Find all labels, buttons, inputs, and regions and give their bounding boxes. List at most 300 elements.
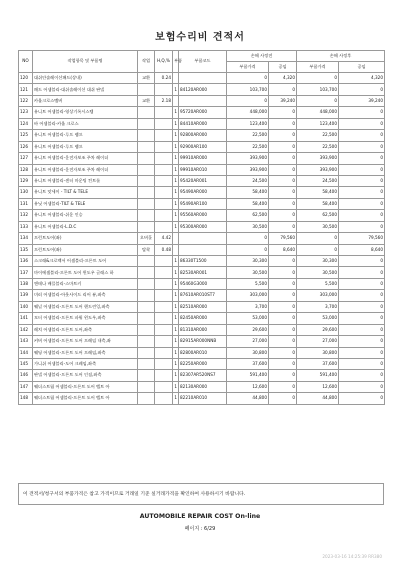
table-row	[19, 324, 385, 335]
cell-no: 145	[19, 358, 33, 369]
cell-part-price-after: 0	[297, 244, 339, 255]
cell-part-price-before: 24,500	[227, 175, 269, 186]
cell-part-code	[179, 95, 227, 106]
cell-work-type	[138, 267, 155, 278]
cell-labor-before: 8,640	[269, 244, 297, 255]
cell-qty: 1	[173, 290, 179, 301]
cell-part-price-after: 22,500	[297, 130, 339, 141]
cell-work-type	[138, 164, 155, 175]
cell-part-price-before: 3,700	[227, 301, 269, 312]
cell-no: 139	[19, 290, 33, 301]
cell-part-price-before: 27,000	[227, 336, 269, 347]
cell-part-price-after: 123,400	[297, 118, 339, 129]
table-row	[19, 84, 385, 95]
cell-work-type	[138, 130, 155, 141]
cell-qty: 1	[173, 358, 179, 369]
table-row	[19, 175, 385, 186]
cell-part-price-after: 12,600	[297, 381, 339, 392]
cell-qty: 1	[173, 221, 179, 232]
cell-work-type	[138, 210, 155, 221]
cell-labor-after: 0	[339, 118, 385, 129]
cell-qty: 1	[173, 278, 179, 289]
cell-part-price-after: 58,400	[297, 187, 339, 198]
cell-work-type: 교환	[138, 73, 155, 84]
cell-part-price-after: 3,700	[297, 301, 339, 312]
cell-labor-after: 0	[339, 164, 385, 175]
cell-part-code: 84410AR000	[179, 118, 227, 129]
cell-item-name: 유니트 어셈블리-루프 램프	[33, 130, 138, 141]
cell-hours	[155, 381, 173, 392]
cell-labor-before: 0	[269, 210, 297, 221]
cell-item-name: 유니트 앗세이 - TILT & TELE	[33, 187, 138, 198]
cell-part-code: 87610AR010ST7	[179, 290, 227, 301]
cell-labor-after: 0	[339, 175, 385, 186]
cell-item-name: 카울크로스멤버	[33, 95, 138, 106]
table-row	[19, 130, 385, 141]
cell-qty: 1	[173, 141, 179, 152]
cell-part-price-after: 103,700	[297, 84, 339, 95]
table-row	[19, 347, 385, 358]
cell-labor-after: 0	[339, 313, 385, 324]
cell-labor-after: 0	[339, 347, 385, 358]
cell-part-price-after: 591,400	[297, 370, 339, 381]
cell-part-price-before: 37,600	[227, 358, 269, 369]
cell-part-price-before: 103,700	[227, 84, 269, 95]
cell-labor-before: 0	[269, 198, 297, 209]
cell-part-code: 95560AR000	[179, 210, 227, 221]
cell-labor-after: 79,560	[339, 233, 385, 244]
cell-qty: 1	[173, 175, 179, 186]
table-row	[19, 381, 385, 392]
table-row	[19, 141, 385, 152]
cell-qty: 1	[173, 118, 179, 129]
cell-work-type	[138, 198, 155, 209]
cell-part-price-before: 53,000	[227, 313, 269, 324]
cell-labor-before: 0	[269, 393, 297, 404]
cell-part-price-before: 44,800	[227, 393, 269, 404]
cell-work-type	[138, 301, 155, 312]
table-row	[19, 153, 385, 164]
cell-labor-before: 4,320	[269, 73, 297, 84]
cell-labor-before: 0	[269, 221, 297, 232]
cell-labor-after: 0	[339, 290, 385, 301]
cell-part-code	[179, 244, 227, 255]
cell-hours	[155, 107, 173, 118]
cell-no: 130	[19, 187, 33, 198]
header-after-adjust: 손해 사정후	[297, 51, 385, 62]
cell-part-price-after: 62,500	[297, 210, 339, 221]
cell-part-code: 82800AR010	[179, 347, 227, 358]
cell-part-code: 95300AR000	[179, 221, 227, 232]
cell-hours: 2.18	[155, 95, 173, 106]
cell-labor-before: 0	[269, 256, 297, 267]
cell-part-code: 82250AR000	[179, 358, 227, 369]
cell-item-name: 유니트 어셈블리-운전자보조 주차 레이더	[33, 153, 138, 164]
cell-work-type	[138, 347, 155, 358]
header-no: NO	[19, 51, 33, 73]
table-row	[19, 107, 385, 118]
cell-part-price-before: 62,500	[227, 210, 269, 221]
cell-part-price-before: 29,600	[227, 324, 269, 335]
cell-part-code: 82510AR000	[179, 301, 227, 312]
cell-hours	[155, 358, 173, 369]
cell-qty: 1	[173, 187, 179, 198]
cell-part-price-after: 0	[297, 73, 339, 84]
cell-item-name: 유니트 어셈블리-영상기록시스템	[33, 107, 138, 118]
cell-part-code: 92800AR000	[179, 130, 227, 141]
cell-part-code: 86330T1500	[179, 256, 227, 267]
cell-item-name: 유니트 어셈블리-센터 마운팅 컨트롤	[33, 175, 138, 186]
cell-qty: 1	[173, 107, 179, 118]
cell-no: 137	[19, 267, 33, 278]
cell-labor-before: 0	[269, 187, 297, 198]
table-row	[19, 256, 385, 267]
cell-item-name: 유니트 어셈블리-운전자보조 주차 레이더	[33, 164, 138, 175]
cell-part-price-after: 53,000	[297, 313, 339, 324]
cell-hours: 0.48	[155, 244, 173, 255]
cell-no: 146	[19, 370, 33, 381]
cell-item-name: 유니트 어셈블리-쉬운 인승	[33, 210, 138, 221]
header-part-price-before: 부품가격	[227, 62, 269, 73]
cell-no: 125	[19, 130, 33, 141]
cell-part-price-after: 393,900	[297, 153, 339, 164]
cell-part-price-before: 30,300	[227, 256, 269, 267]
cell-labor-after: 0	[339, 381, 385, 392]
table-row	[19, 73, 385, 84]
cell-qty: 1	[173, 84, 179, 95]
cell-part-code: 82307AR520NS7	[179, 370, 227, 381]
cell-qty: 1	[173, 198, 179, 209]
cell-work-type: 교환	[138, 95, 155, 106]
cell-labor-before: 0	[269, 381, 297, 392]
cell-labor-after: 0	[339, 107, 385, 118]
cell-work-type	[138, 107, 155, 118]
cell-part-price-before: 30,500	[227, 267, 269, 278]
cell-part-price-after: 29,600	[297, 324, 339, 335]
cell-part-price-after: 30,500	[297, 221, 339, 232]
cell-part-code: 99910AR000	[179, 153, 227, 164]
cell-qty: 1	[173, 324, 179, 335]
cell-labor-before: 0	[269, 347, 297, 358]
cell-labor-after: 0	[339, 210, 385, 221]
header-labor-before: 공임	[269, 62, 297, 73]
cell-work-type	[138, 381, 155, 392]
cell-item-name: 유니트 어셈블리-루프 램프	[33, 141, 138, 152]
cell-item-name: 웨딩 어셈블리-프론트 도어 프레임,좌측	[33, 347, 138, 358]
cell-labor-before: 0	[269, 278, 297, 289]
cell-part-price-before: 22,500	[227, 141, 269, 152]
cell-labor-before: 0	[269, 164, 297, 175]
table-header	[19, 51, 385, 73]
cell-no: 148	[19, 393, 33, 404]
cell-part-price-before: 0	[227, 244, 269, 255]
cell-hours	[155, 393, 173, 404]
cell-hours	[155, 290, 173, 301]
cell-qty: 1	[173, 393, 179, 404]
cell-hours	[155, 130, 173, 141]
cell-part-code: 95420AR001	[179, 175, 227, 186]
cell-work-type	[138, 324, 155, 335]
cell-work-type	[138, 221, 155, 232]
cell-hours	[155, 313, 173, 324]
cell-no: 123	[19, 107, 33, 118]
cell-labor-after: 4,320	[339, 73, 385, 84]
cell-qty: 1	[173, 256, 179, 267]
cell-labor-after: 0	[339, 301, 385, 312]
cell-labor-before: 39,240	[269, 95, 297, 106]
cell-part-code: 84120AR000	[179, 84, 227, 95]
cell-labor-before: 0	[269, 267, 297, 278]
cell-work-type	[138, 336, 155, 347]
cell-item-name: 레치 어셈블리-프론트 도어,좌측	[33, 324, 138, 335]
cell-work-type: 탈착	[138, 244, 155, 255]
cell-part-code: 95460G3000	[179, 278, 227, 289]
cell-part-code	[179, 233, 227, 244]
table-row	[19, 198, 385, 209]
cell-part-code: 82450AR000	[179, 313, 227, 324]
cell-part-price-before: 30,800	[227, 347, 269, 358]
cell-part-price-after: 0	[297, 95, 339, 106]
cell-part-price-after: 30,800	[297, 347, 339, 358]
cell-part-code: 82130AR000	[179, 381, 227, 392]
cell-work-type	[138, 290, 155, 301]
cell-labor-after: 0	[339, 187, 385, 198]
table-row	[19, 164, 385, 175]
estimate-table	[18, 50, 385, 405]
cell-part-price-after: 303,000	[297, 290, 339, 301]
cell-part-price-after: 27,000	[297, 336, 339, 347]
cell-item-name: 웨더스트립 어셈블리-프론트 도어 벨트 아	[33, 381, 138, 392]
cell-labor-after: 0	[339, 130, 385, 141]
cell-qty: 1	[173, 164, 179, 175]
cell-work-type: 오버홀	[138, 233, 155, 244]
cell-part-price-before: 5,500	[227, 278, 269, 289]
cell-labor-after: 0	[339, 141, 385, 152]
cell-work-type	[138, 118, 155, 129]
cell-no: 143	[19, 336, 33, 347]
cell-work-type	[138, 141, 155, 152]
cell-hours	[155, 198, 173, 209]
cell-qty: 1	[173, 210, 179, 221]
cell-hours	[155, 187, 173, 198]
cell-labor-after: 0	[339, 153, 385, 164]
cell-labor-after: 0	[339, 84, 385, 95]
cell-no: 144	[19, 347, 33, 358]
cell-work-type	[138, 278, 155, 289]
cell-hours	[155, 84, 173, 95]
header-part-price-after: 부품가격	[297, 62, 339, 73]
cell-part-price-before: 12,600	[227, 381, 269, 392]
cell-part-code: 82530AR001	[179, 267, 227, 278]
cell-labor-before: 0	[269, 290, 297, 301]
cell-labor-after: 0	[339, 358, 385, 369]
cell-part-code: 95720AR000	[179, 107, 227, 118]
cell-work-type	[138, 84, 155, 95]
cell-hours	[155, 221, 173, 232]
cell-part-price-before: 30,500	[227, 221, 269, 232]
cell-no: 140	[19, 301, 33, 312]
cell-hours: 4.42	[155, 233, 173, 244]
cell-part-price-after: 448,000	[297, 107, 339, 118]
cell-no: 138	[19, 278, 33, 289]
table-row	[19, 118, 385, 129]
cell-part-price-after: 5,500	[297, 278, 339, 289]
cell-item-name: 스크래&크로맥서 어셈블리-프론트 도어	[33, 256, 138, 267]
cell-no: 127	[19, 153, 33, 164]
cell-part-price-after: 22,500	[297, 141, 339, 152]
cell-labor-before: 0	[269, 313, 297, 324]
cell-qty: 1	[173, 370, 179, 381]
cell-part-code: 82210AR010	[179, 393, 227, 404]
cell-part-price-before: 591,400	[227, 370, 269, 381]
cell-hours	[155, 301, 173, 312]
document-title: 보험수리비 견적서	[155, 32, 245, 43]
cell-hours	[155, 278, 173, 289]
cell-part-code	[179, 73, 227, 84]
cell-work-type	[138, 370, 155, 381]
cell-labor-before: 0	[269, 153, 297, 164]
cell-part-price-after: 30,500	[297, 267, 339, 278]
cell-part-price-before: 0	[227, 73, 269, 84]
cell-part-price-after: 30,300	[297, 256, 339, 267]
cell-item-name: 프런트도어(좌)	[33, 233, 138, 244]
cell-part-price-after: 0	[297, 233, 339, 244]
cell-qty: 1	[173, 130, 179, 141]
cell-item-name: 프런트도어(좌)	[33, 244, 138, 255]
cell-part-price-before: 58,400	[227, 198, 269, 209]
cell-qty: 1	[173, 336, 179, 347]
cell-labor-after: 0	[339, 198, 385, 209]
cell-part-price-before: 448,000	[227, 107, 269, 118]
cell-no: 128	[19, 164, 33, 175]
table-row	[19, 370, 385, 381]
cell-item-name: 마이에셈블리-프론트 도어 윈도우 글래스 하	[33, 267, 138, 278]
cell-item-name: 대쉬안솔레이션패드(상내)	[33, 73, 138, 84]
cell-part-code: 92900AR100	[179, 141, 227, 152]
cell-qty: 1	[173, 381, 179, 392]
cell-part-price-before: 22,500	[227, 130, 269, 141]
cell-work-type	[138, 256, 155, 267]
cell-no: 126	[19, 141, 33, 152]
cell-work-type	[138, 175, 155, 186]
header-name: 작업항목 및 부품명	[33, 51, 138, 73]
cell-part-code: 95490AR000	[179, 187, 227, 198]
cell-no: 141	[19, 313, 33, 324]
cell-hours	[155, 118, 173, 129]
table-row	[19, 336, 385, 347]
cell-labor-before: 0	[269, 336, 297, 347]
cell-labor-before: 0	[269, 324, 297, 335]
cell-labor-before: 0	[269, 84, 297, 95]
cell-part-price-after: 44,800	[297, 393, 339, 404]
cell-item-name: 앤테나 배플블리-스마트키	[33, 278, 138, 289]
table-row	[19, 244, 385, 255]
cell-item-name: 패드 어셈블리-대쉬솔레이션 대쉬 판넬	[33, 84, 138, 95]
header-qty: 부품	[173, 51, 179, 73]
cell-item-name: 유니트 어셈블리-L.D.C	[33, 221, 138, 232]
cell-no: 136	[19, 256, 33, 267]
cell-item-name: 판넬 어셈블리-프론트 도어 인점,좌측	[33, 370, 138, 381]
cell-item-name: 가니쉬 어셈블리-도어 크레임,좌측	[33, 358, 138, 369]
cell-hours: 0.24	[155, 73, 173, 84]
header-code: 부품코드	[179, 51, 227, 73]
cell-labor-after: 0	[339, 278, 385, 289]
cell-part-price-before: 0	[227, 233, 269, 244]
page-number: 페이지 : 6/29	[184, 526, 216, 532]
cell-labor-after: 0	[339, 324, 385, 335]
cell-hours	[155, 347, 173, 358]
cell-item-name: 커버 어셈블리-프론트 도어 프레임 내측,좌	[33, 336, 138, 347]
cell-part-price-before: 393,900	[227, 153, 269, 164]
header-work: 작업	[138, 51, 155, 73]
table-row	[19, 393, 385, 404]
cell-work-type	[138, 358, 155, 369]
cell-work-type	[138, 153, 155, 164]
table-row	[19, 313, 385, 324]
cell-hours	[155, 153, 173, 164]
cell-labor-after: 0	[339, 370, 385, 381]
cell-labor-after: 39,240	[339, 95, 385, 106]
cell-qty: 1	[173, 267, 179, 278]
cell-item-name: 웨더스트립 어셈블리-프론트 도어 벨트 아	[33, 393, 138, 404]
print-timestamp: 2023-03-16 14:25:39 RR380	[322, 554, 382, 559]
cell-hours	[155, 336, 173, 347]
cell-part-price-before: 393,900	[227, 164, 269, 175]
header-before-adjust: 손해 사정전	[227, 51, 297, 62]
cell-no: 135	[19, 244, 33, 255]
cell-no: 129	[19, 175, 33, 186]
cell-no: 134	[19, 233, 33, 244]
cell-hours	[155, 267, 173, 278]
cell-no: 122	[19, 95, 33, 106]
cell-hours	[155, 164, 173, 175]
cell-no: 131	[19, 198, 33, 209]
cell-part-price-after: 37,600	[297, 358, 339, 369]
header-hqt: H,Q,%	[155, 51, 173, 73]
cell-part-code: 95490AR100	[179, 198, 227, 209]
cell-labor-before: 79,560	[269, 233, 297, 244]
cell-qty: 1	[173, 153, 179, 164]
cell-no: 121	[19, 84, 33, 95]
cell-labor-after: 8,640	[339, 244, 385, 255]
table-row	[19, 221, 385, 232]
cell-no: 147	[19, 381, 33, 392]
cell-work-type	[138, 393, 155, 404]
cell-part-price-before: 123,400	[227, 118, 269, 129]
cell-part-price-before: 0	[227, 95, 269, 106]
cell-labor-before: 0	[269, 141, 297, 152]
table-row	[19, 233, 385, 244]
cell-labor-before: 0	[269, 107, 297, 118]
table-body	[19, 73, 385, 405]
cell-item-name: 모터 어셈블리-프론트 파워 윈도우,좌측	[33, 313, 138, 324]
cell-qty: 1	[173, 313, 179, 324]
cell-part-code: 81310AR000	[179, 324, 227, 335]
cell-labor-after: 0	[339, 336, 385, 347]
cell-labor-before: 0	[269, 130, 297, 141]
cell-part-price-before: 303,000	[227, 290, 269, 301]
table-row	[19, 95, 385, 106]
cell-no: 124	[19, 118, 33, 129]
table-row	[19, 278, 385, 289]
cell-part-code: 99910AR010	[179, 164, 227, 175]
cell-work-type	[138, 313, 155, 324]
table-row	[19, 210, 385, 221]
cell-part-price-after: 58,400	[297, 198, 339, 209]
cell-hours	[155, 370, 173, 381]
cell-labor-before: 0	[269, 301, 297, 312]
footer-title: AUTOMOBILE REPAIR COST On-line	[139, 513, 261, 520]
